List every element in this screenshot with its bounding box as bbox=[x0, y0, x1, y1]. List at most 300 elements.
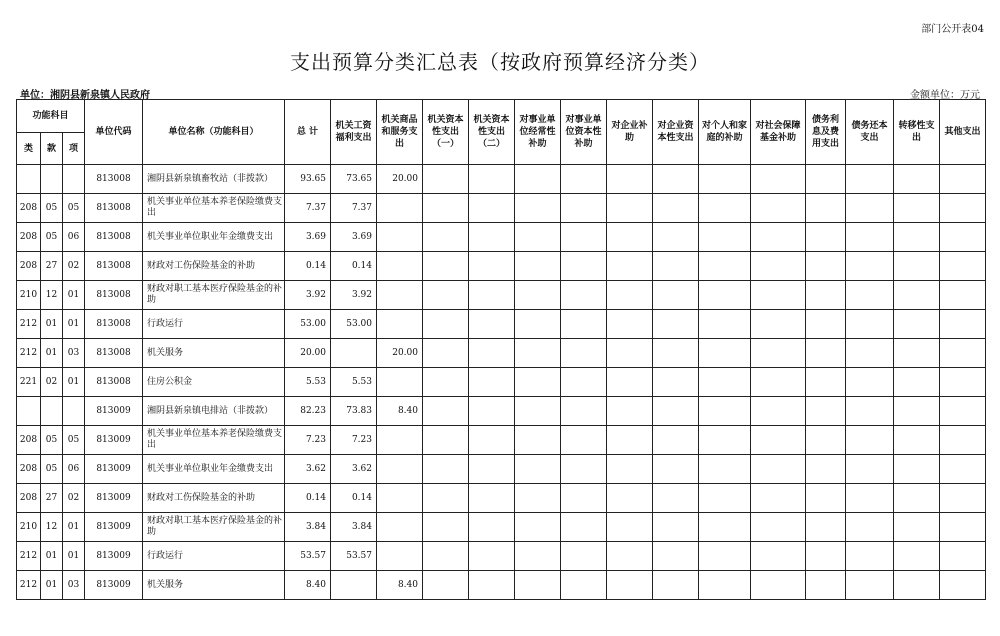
empty-cell bbox=[653, 252, 699, 281]
table-row bbox=[17, 484, 986, 513]
lei-cell: 210 bbox=[17, 513, 41, 542]
empty-cell bbox=[751, 484, 806, 513]
empty-cell bbox=[751, 310, 806, 339]
kuan-cell: 05 bbox=[41, 426, 63, 455]
xiang-cell: 01 bbox=[63, 281, 85, 310]
wage-welfare-cell: 73.65 bbox=[331, 165, 377, 194]
empty-cell bbox=[515, 339, 561, 368]
empty-cell bbox=[940, 368, 986, 397]
empty-cell bbox=[561, 513, 607, 542]
lei-cell: 210 bbox=[17, 281, 41, 310]
unit-name-cell: 湘阴县新泉镇畜牧站（非拨款） bbox=[143, 165, 285, 194]
empty-cell bbox=[846, 368, 894, 397]
total-cell: 0.14 bbox=[285, 252, 331, 281]
empty-cell bbox=[894, 484, 940, 513]
wage-welfare-cell: 7.37 bbox=[331, 194, 377, 223]
goods-services-cell: 8.40 bbox=[377, 571, 423, 600]
xiang-cell: 02 bbox=[63, 252, 85, 281]
empty-cell bbox=[806, 223, 846, 252]
col-header: 对社会保障基金补助 bbox=[751, 100, 806, 165]
empty-cell bbox=[423, 252, 469, 281]
empty-cell bbox=[515, 426, 561, 455]
empty-cell bbox=[806, 252, 846, 281]
empty-cell bbox=[751, 571, 806, 600]
empty-cell bbox=[751, 513, 806, 542]
empty-cell bbox=[607, 165, 653, 194]
empty-cell bbox=[940, 339, 986, 368]
table-row bbox=[17, 281, 986, 310]
kuan-cell: 05 bbox=[41, 194, 63, 223]
lei-cell: 208 bbox=[17, 455, 41, 484]
empty-cell bbox=[561, 571, 607, 600]
table-row bbox=[17, 194, 986, 223]
goods-services-cell: 20.00 bbox=[377, 165, 423, 194]
empty-cell bbox=[469, 455, 515, 484]
unit-name-header: 单位名称（功能科目） bbox=[143, 100, 285, 165]
lei-cell bbox=[17, 165, 41, 194]
xiang-cell: 01 bbox=[63, 310, 85, 339]
total-cell: 3.62 bbox=[285, 455, 331, 484]
empty-cell bbox=[806, 397, 846, 426]
empty-cell bbox=[423, 455, 469, 484]
empty-cell bbox=[561, 542, 607, 571]
xiang-cell: 06 bbox=[63, 223, 85, 252]
empty-cell bbox=[846, 194, 894, 223]
empty-cell bbox=[894, 310, 940, 339]
goods-services-cell bbox=[377, 281, 423, 310]
empty-cell bbox=[423, 513, 469, 542]
goods-services-cell bbox=[377, 310, 423, 339]
table-row bbox=[17, 426, 986, 455]
empty-cell bbox=[469, 223, 515, 252]
empty-cell bbox=[699, 252, 751, 281]
col-header: 机关资本性支出（二） bbox=[469, 100, 515, 165]
unit-name-cell: 湘阴县新泉镇电排站（非拨款） bbox=[143, 397, 285, 426]
empty-cell bbox=[561, 252, 607, 281]
empty-cell bbox=[699, 310, 751, 339]
empty-cell bbox=[894, 368, 940, 397]
unit-label: 单位：湘阴县新泉镇人民政府 bbox=[20, 90, 150, 101]
empty-cell bbox=[894, 252, 940, 281]
total-cell: 3.84 bbox=[285, 513, 331, 542]
empty-cell bbox=[653, 165, 699, 194]
empty-cell bbox=[607, 484, 653, 513]
col-header: 机关资本性支出（一） bbox=[423, 100, 469, 165]
empty-cell bbox=[751, 368, 806, 397]
empty-cell bbox=[607, 571, 653, 600]
unit-code-cell: 813009 bbox=[85, 513, 143, 542]
lei-cell: 212 bbox=[17, 571, 41, 600]
empty-cell bbox=[806, 571, 846, 600]
total-cell: 8.40 bbox=[285, 571, 331, 600]
xiang-cell: 02 bbox=[63, 484, 85, 513]
empty-cell bbox=[561, 455, 607, 484]
goods-services-cell bbox=[377, 252, 423, 281]
empty-cell bbox=[653, 513, 699, 542]
unit-name-cell: 财政对工伤保险基金的补助 bbox=[143, 252, 285, 281]
col-header: 债务利息及费用支出 bbox=[806, 100, 846, 165]
empty-cell bbox=[699, 455, 751, 484]
empty-cell bbox=[515, 571, 561, 600]
kuan-cell: 05 bbox=[41, 455, 63, 484]
kuan-cell: 27 bbox=[41, 252, 63, 281]
kuan-cell: 12 bbox=[41, 513, 63, 542]
goods-services-cell bbox=[377, 194, 423, 223]
empty-cell bbox=[846, 339, 894, 368]
unit-name-cell: 机关事业单位基本养老保险缴费支出 bbox=[143, 426, 285, 455]
empty-cell bbox=[469, 281, 515, 310]
empty-cell bbox=[806, 513, 846, 542]
kuan-cell: 05 bbox=[41, 223, 63, 252]
empty-cell bbox=[806, 455, 846, 484]
empty-cell bbox=[806, 484, 846, 513]
total-cell: 53.57 bbox=[285, 542, 331, 571]
unit-code-cell: 813008 bbox=[85, 252, 143, 281]
unit-name-cell: 机关事业单位职业年金缴费支出 bbox=[143, 455, 285, 484]
table-row bbox=[17, 542, 986, 571]
empty-cell bbox=[607, 455, 653, 484]
goods-services-cell bbox=[377, 513, 423, 542]
empty-cell bbox=[894, 426, 940, 455]
empty-cell bbox=[699, 542, 751, 571]
empty-cell bbox=[607, 281, 653, 310]
kuan-header: 款 bbox=[41, 133, 63, 165]
lei-cell: 208 bbox=[17, 426, 41, 455]
empty-cell bbox=[806, 310, 846, 339]
empty-cell bbox=[846, 513, 894, 542]
empty-cell bbox=[846, 455, 894, 484]
empty-cell bbox=[515, 542, 561, 571]
empty-cell bbox=[423, 223, 469, 252]
empty-cell bbox=[561, 310, 607, 339]
empty-cell bbox=[469, 310, 515, 339]
empty-cell bbox=[846, 484, 894, 513]
empty-cell bbox=[653, 223, 699, 252]
empty-cell bbox=[607, 223, 653, 252]
wage-welfare-cell: 0.14 bbox=[331, 252, 377, 281]
kuan-cell: 01 bbox=[41, 339, 63, 368]
empty-cell bbox=[469, 252, 515, 281]
unit-name-cell: 机关服务 bbox=[143, 339, 285, 368]
empty-cell bbox=[423, 542, 469, 571]
lei-cell: 208 bbox=[17, 223, 41, 252]
empty-cell bbox=[894, 281, 940, 310]
empty-cell bbox=[607, 339, 653, 368]
empty-cell bbox=[940, 571, 986, 600]
unit-code-cell: 813008 bbox=[85, 310, 143, 339]
goods-services-cell bbox=[377, 484, 423, 513]
empty-cell bbox=[751, 426, 806, 455]
empty-cell bbox=[751, 165, 806, 194]
empty-cell bbox=[940, 310, 986, 339]
unit-name-cell: 行政运行 bbox=[143, 310, 285, 339]
wage-welfare-cell: 3.84 bbox=[331, 513, 377, 542]
lei-cell: 212 bbox=[17, 339, 41, 368]
empty-cell bbox=[653, 455, 699, 484]
empty-cell bbox=[561, 194, 607, 223]
empty-cell bbox=[894, 339, 940, 368]
empty-cell bbox=[940, 397, 986, 426]
empty-cell bbox=[561, 368, 607, 397]
col-header: 对企业资本性支出 bbox=[653, 100, 699, 165]
empty-cell bbox=[653, 426, 699, 455]
empty-cell bbox=[607, 542, 653, 571]
empty-cell bbox=[699, 223, 751, 252]
col-header: 其他支出 bbox=[940, 100, 986, 165]
empty-cell bbox=[561, 426, 607, 455]
empty-cell bbox=[751, 281, 806, 310]
empty-cell bbox=[846, 426, 894, 455]
wage-welfare-cell bbox=[331, 571, 377, 600]
total-cell: 20.00 bbox=[285, 339, 331, 368]
empty-cell bbox=[894, 455, 940, 484]
empty-cell bbox=[940, 165, 986, 194]
empty-cell bbox=[561, 223, 607, 252]
table-row bbox=[17, 310, 986, 339]
col-header: 对企业补助 bbox=[607, 100, 653, 165]
xiang-cell: 01 bbox=[63, 513, 85, 542]
empty-cell bbox=[806, 194, 846, 223]
unit-code-cell: 813008 bbox=[85, 339, 143, 368]
empty-cell bbox=[940, 252, 986, 281]
empty-cell bbox=[846, 397, 894, 426]
total-cell: 5.53 bbox=[285, 368, 331, 397]
unit-code-cell: 813009 bbox=[85, 484, 143, 513]
xiang-cell: 03 bbox=[63, 571, 85, 600]
empty-cell bbox=[423, 484, 469, 513]
empty-cell bbox=[653, 542, 699, 571]
unit-code-cell: 813008 bbox=[85, 281, 143, 310]
empty-cell bbox=[469, 571, 515, 600]
empty-cell bbox=[806, 426, 846, 455]
form-number: 部门公开表04 bbox=[921, 24, 984, 35]
empty-cell bbox=[515, 252, 561, 281]
goods-services-cell: 20.00 bbox=[377, 339, 423, 368]
empty-cell bbox=[515, 513, 561, 542]
xiang-cell bbox=[63, 397, 85, 426]
table-row bbox=[17, 165, 986, 194]
table-row bbox=[17, 397, 986, 426]
empty-cell bbox=[806, 368, 846, 397]
empty-cell bbox=[699, 339, 751, 368]
kuan-cell: 01 bbox=[41, 310, 63, 339]
empty-cell bbox=[751, 397, 806, 426]
wage-welfare-cell: 73.83 bbox=[331, 397, 377, 426]
empty-cell bbox=[607, 397, 653, 426]
table-row bbox=[17, 339, 986, 368]
empty-cell bbox=[653, 571, 699, 600]
wage-welfare-cell bbox=[331, 339, 377, 368]
empty-cell bbox=[699, 513, 751, 542]
empty-cell bbox=[469, 165, 515, 194]
unit-code-cell: 813009 bbox=[85, 571, 143, 600]
lei-cell: 212 bbox=[17, 310, 41, 339]
col-header: 对个人和家庭的补助 bbox=[699, 100, 751, 165]
unit-code-cell: 813009 bbox=[85, 542, 143, 571]
wage-welfare-cell: 5.53 bbox=[331, 368, 377, 397]
lei-cell bbox=[17, 397, 41, 426]
lei-cell: 208 bbox=[17, 194, 41, 223]
xiang-cell: 06 bbox=[63, 455, 85, 484]
empty-cell bbox=[699, 397, 751, 426]
unit-name-cell: 行政运行 bbox=[143, 542, 285, 571]
wage-welfare-cell: 53.00 bbox=[331, 310, 377, 339]
empty-cell bbox=[607, 426, 653, 455]
xiang-header: 项 bbox=[63, 133, 85, 165]
unit-name-cell: 住房公积金 bbox=[143, 368, 285, 397]
unit-name-cell: 财政对职工基本医疗保险基金的补助 bbox=[143, 281, 285, 310]
kuan-cell bbox=[41, 165, 63, 194]
table-row bbox=[17, 223, 986, 252]
total-cell: 82.23 bbox=[285, 397, 331, 426]
empty-cell bbox=[515, 165, 561, 194]
unit-name-cell: 机关事业单位职业年金缴费支出 bbox=[143, 223, 285, 252]
empty-cell bbox=[940, 281, 986, 310]
total-cell: 3.69 bbox=[285, 223, 331, 252]
total-header: 总 计 bbox=[285, 100, 331, 165]
lei-header: 类 bbox=[17, 133, 41, 165]
empty-cell bbox=[806, 281, 846, 310]
unit-code-header: 单位代码 bbox=[85, 100, 143, 165]
total-cell: 3.92 bbox=[285, 281, 331, 310]
goods-services-cell bbox=[377, 426, 423, 455]
empty-cell bbox=[423, 397, 469, 426]
lei-cell: 208 bbox=[17, 484, 41, 513]
empty-cell bbox=[561, 281, 607, 310]
kuan-cell: 12 bbox=[41, 281, 63, 310]
empty-cell bbox=[561, 165, 607, 194]
unit-name-cell: 财政对职工基本医疗保险基金的补助 bbox=[143, 513, 285, 542]
empty-cell bbox=[940, 455, 986, 484]
table-row bbox=[17, 368, 986, 397]
unit-code-cell: 813008 bbox=[85, 165, 143, 194]
col-header: 债务还本支出 bbox=[846, 100, 894, 165]
empty-cell bbox=[940, 426, 986, 455]
empty-cell bbox=[515, 281, 561, 310]
total-cell: 7.37 bbox=[285, 194, 331, 223]
amount-unit: 金额单位：万元 bbox=[910, 90, 980, 101]
empty-cell bbox=[699, 281, 751, 310]
total-cell: 7.23 bbox=[285, 426, 331, 455]
empty-cell bbox=[806, 165, 846, 194]
xiang-cell: 01 bbox=[63, 542, 85, 571]
table-row bbox=[17, 571, 986, 600]
empty-cell bbox=[894, 571, 940, 600]
empty-cell bbox=[894, 165, 940, 194]
kuan-cell bbox=[41, 397, 63, 426]
empty-cell bbox=[940, 513, 986, 542]
table-row bbox=[17, 455, 986, 484]
empty-cell bbox=[561, 339, 607, 368]
page-title: 支出预算分类汇总表（按政府预算经济分类） bbox=[290, 50, 710, 74]
unit-code-cell: 813009 bbox=[85, 455, 143, 484]
empty-cell bbox=[653, 310, 699, 339]
goods-services-cell bbox=[377, 455, 423, 484]
goods-services-cell bbox=[377, 368, 423, 397]
empty-cell bbox=[515, 310, 561, 339]
empty-cell bbox=[846, 223, 894, 252]
empty-cell bbox=[607, 513, 653, 542]
total-cell: 53.00 bbox=[285, 310, 331, 339]
empty-cell bbox=[469, 542, 515, 571]
wage-welfare-cell: 3.69 bbox=[331, 223, 377, 252]
unit-code-cell: 813008 bbox=[85, 368, 143, 397]
empty-cell bbox=[846, 571, 894, 600]
empty-cell bbox=[607, 368, 653, 397]
unit-code-cell: 813009 bbox=[85, 426, 143, 455]
empty-cell bbox=[699, 484, 751, 513]
unit-code-cell: 813008 bbox=[85, 223, 143, 252]
unit-code-cell: 813009 bbox=[85, 397, 143, 426]
wage-welfare-cell: 3.92 bbox=[331, 281, 377, 310]
kuan-cell: 27 bbox=[41, 484, 63, 513]
empty-cell bbox=[751, 252, 806, 281]
xiang-cell bbox=[63, 165, 85, 194]
empty-cell bbox=[846, 281, 894, 310]
col-header: 对事业单位经常性补助 bbox=[515, 100, 561, 165]
empty-cell bbox=[423, 426, 469, 455]
xiang-cell: 05 bbox=[63, 426, 85, 455]
empty-cell bbox=[806, 339, 846, 368]
wage-welfare-cell: 3.62 bbox=[331, 455, 377, 484]
empty-cell bbox=[515, 194, 561, 223]
empty-cell bbox=[940, 223, 986, 252]
wage-welfare-cell: 0.14 bbox=[331, 484, 377, 513]
lei-cell: 221 bbox=[17, 368, 41, 397]
empty-cell bbox=[699, 368, 751, 397]
empty-cell bbox=[653, 484, 699, 513]
unit-name-cell: 机关事业单位基本养老保险缴费支出 bbox=[143, 194, 285, 223]
empty-cell bbox=[515, 455, 561, 484]
empty-cell bbox=[940, 484, 986, 513]
budget-table bbox=[16, 99, 986, 600]
empty-cell bbox=[469, 484, 515, 513]
table-row bbox=[17, 252, 986, 281]
table-row bbox=[17, 513, 986, 542]
empty-cell bbox=[607, 310, 653, 339]
empty-cell bbox=[515, 397, 561, 426]
kuan-cell: 02 bbox=[41, 368, 63, 397]
kuan-cell: 01 bbox=[41, 571, 63, 600]
xiang-cell: 05 bbox=[63, 194, 85, 223]
empty-cell bbox=[699, 165, 751, 194]
empty-cell bbox=[699, 194, 751, 223]
unit-name-cell: 机关服务 bbox=[143, 571, 285, 600]
func-subject-header: 功能科目 bbox=[17, 100, 85, 133]
empty-cell bbox=[894, 223, 940, 252]
empty-cell bbox=[751, 194, 806, 223]
empty-cell bbox=[940, 542, 986, 571]
empty-cell bbox=[806, 542, 846, 571]
empty-cell bbox=[561, 397, 607, 426]
empty-cell bbox=[653, 281, 699, 310]
empty-cell bbox=[515, 484, 561, 513]
goods-services-cell bbox=[377, 542, 423, 571]
total-cell: 0.14 bbox=[285, 484, 331, 513]
empty-cell bbox=[846, 252, 894, 281]
total-cell: 93.65 bbox=[285, 165, 331, 194]
xiang-cell: 03 bbox=[63, 339, 85, 368]
empty-cell bbox=[699, 426, 751, 455]
col-header: 转移性支出 bbox=[894, 100, 940, 165]
empty-cell bbox=[423, 339, 469, 368]
empty-cell bbox=[423, 194, 469, 223]
empty-cell bbox=[515, 223, 561, 252]
empty-cell bbox=[653, 397, 699, 426]
empty-cell bbox=[423, 281, 469, 310]
empty-cell bbox=[846, 542, 894, 571]
unit-name-cell: 财政对工伤保险基金的补助 bbox=[143, 484, 285, 513]
